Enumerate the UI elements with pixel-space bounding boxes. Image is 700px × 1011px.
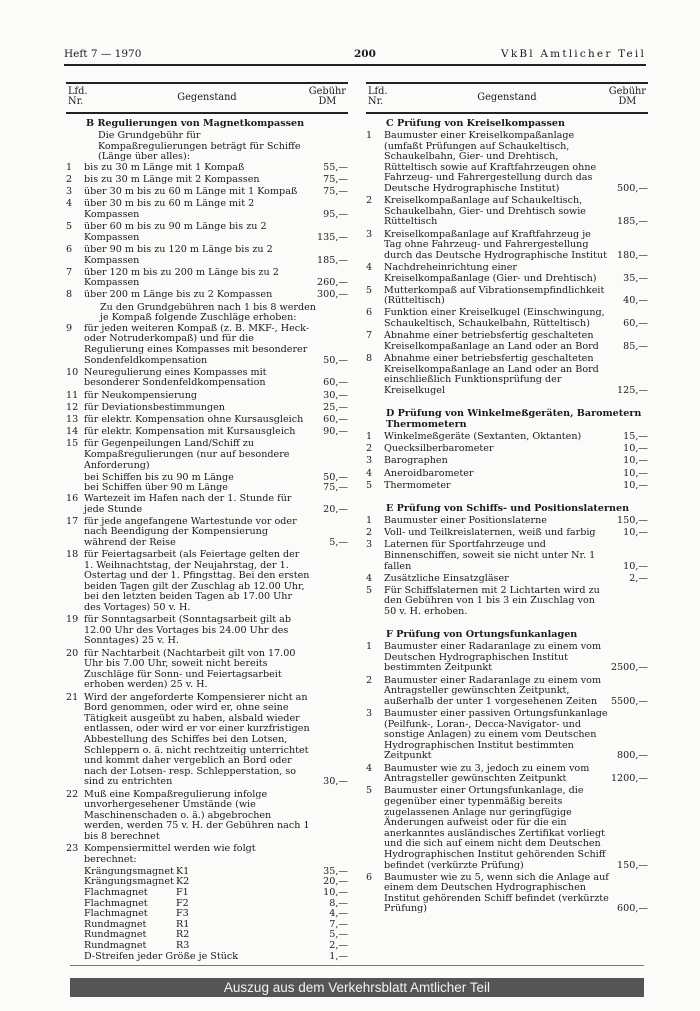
- item-description: Mutterkompaß auf Vibrationsempfindlichkeit (Rütteltisch): [384, 284, 605, 307]
- items-surcharges: [66, 324, 348, 471]
- sub-description: bei Schiffen über 90 m Länge: [84, 482, 228, 494]
- item-fee: 800,—: [617, 750, 648, 762]
- table-row: [66, 517, 348, 549]
- table-row: [366, 308, 648, 329]
- section-gap: [366, 619, 648, 625]
- item-description: Baumuster einer Kreiselkompaßanlage (umfaßt Prüfungen auf Schaukeltisch, Schaukelbahn, Gier- und Drehtisch, Rütteltisch sowie auf Kraftfahrzeugen ohne Fahrzeug- und Fahrergestellung durch das Deutsche Hydrographische Institut): [384, 130, 597, 194]
- compensation-item-name: D-Streifen jeder Größe je Stück: [84, 950, 239, 962]
- item-description: Wird der angeforderte Kompensierer nicht an Bord genommen, oder wird er, ohne seine Tätigkeit ausgeübt zu haben, alsbald wieder entlassen, oder wird er vor einer kurzfristigen Abbestellung des Schiffes bei den Lotsen, Schleppern o. ä. nicht rechtzeitig unterrichtet und kommt daher vergeblich an Bord oder nach der Lotsen- resp. Schlepperstation, so sind zu entrichten: [84, 691, 310, 788]
- item-fee: 1200,—: [610, 773, 648, 785]
- table-row: [366, 263, 648, 284]
- item-description: über 90 m bis zu 120 m Länge bis zu 2 Kompassen: [84, 243, 273, 266]
- item-fee: 150,—: [617, 859, 648, 871]
- table-row: [66, 550, 348, 614]
- item-number: 5: [366, 785, 373, 797]
- compensation-item-name: Krängungsmagnet: [84, 876, 174, 888]
- column-header-nr: Lfd. Nr.: [368, 86, 388, 107]
- table-row: [66, 427, 348, 438]
- item-number: 17: [66, 515, 79, 527]
- table-row: [66, 844, 348, 865]
- item-description: bis zu 30 m Länge mit 1 Kompaß: [84, 161, 245, 173]
- item-number: 8: [66, 289, 73, 301]
- section-title: E Prüfung von Schiffs- und Positionslaternen: [386, 502, 630, 514]
- compensation-item-name: Flachmagnet: [84, 887, 148, 899]
- item-number: 3: [366, 228, 373, 240]
- table-row: [66, 175, 348, 186]
- item-description: Kreiselkompaßanlage auf Kraftfahrzeug je Tag ohne Fahrzeug- und Fahrergestellung durch das Deutsche Hydrographische Institut: [384, 228, 607, 261]
- compensation-item-name: Rundmagnet: [84, 940, 147, 951]
- item-number: 8: [366, 353, 373, 365]
- table-row: [366, 873, 648, 915]
- section-title: D Prüfung von Winkelmeßgeräten, Barometern Thermometern: [386, 408, 642, 430]
- item-description: Baumuster einer Radaranlage zu einem vom Deutschen Hydrographischen Institut bestimmten Zeitpunkt: [384, 641, 602, 674]
- item-number: 4: [366, 762, 373, 774]
- item-description: über 200 m Länge bis zu 2 Kompassen: [84, 289, 273, 301]
- column-header-subject: Gegenstand: [477, 92, 537, 103]
- item-fee: 10,—: [623, 455, 648, 467]
- item-description: Funktion einer Kreiselkugel (Einschwingung, Schaukeltisch, Schaukelbahn, Rütteltisch): [384, 307, 605, 330]
- item-description: über 30 m bis zu 60 m Länge mit 2 Kompassen: [84, 198, 255, 220]
- item-fee: 60,—: [323, 377, 348, 389]
- item23-subitems: [66, 867, 348, 962]
- item-number: 6: [66, 243, 73, 255]
- items-base-fees: [66, 163, 348, 301]
- item-description: Baumuster einer Positionslaterne: [384, 514, 547, 526]
- item-fee: 15,—: [623, 431, 648, 442]
- item-fee: 10,—: [623, 479, 648, 491]
- page-header: [64, 46, 646, 66]
- item-number: 5: [66, 221, 73, 233]
- item-description: Abnahme einer betriebsfertig geschalteten Kreiselkompaßanlage an Land oder an Bord: [384, 330, 599, 352]
- item-fee: 20,—: [323, 503, 348, 515]
- compensation-item-code: F1: [176, 887, 189, 899]
- fee-table-right: [366, 82, 648, 917]
- sub-fee: 75,—: [323, 482, 348, 494]
- item-fee: 500,—: [617, 182, 648, 194]
- item-fee: 150,—: [617, 514, 648, 526]
- item-number: 2: [366, 195, 373, 207]
- item-number: 1: [366, 431, 373, 442]
- section-intro: Die Grundgebühr für Kompaßregulierungen beträgt für Schiffe (Länge über alles):: [98, 130, 301, 163]
- item-fee: 10,—: [623, 443, 648, 455]
- item-number: 7: [66, 266, 73, 278]
- sub-fee: 4,—: [329, 908, 348, 920]
- compensation-item-code: F2: [176, 897, 189, 909]
- item-fee: 55,—: [323, 161, 348, 173]
- item-description: bis zu 30 m Länge mit 2 Kompassen: [84, 173, 260, 185]
- item-description: für jeden weiteren Kompaß (z. B. MKF-, Heck- oder Notruderkompaß) und für die Regulierung eines Kompasses mit besonderer Sondenfeldkompensation: [84, 322, 310, 366]
- table-row: [366, 786, 648, 871]
- table-row: [66, 245, 348, 266]
- sub-fee: 8,—: [329, 897, 348, 909]
- sub-fee: 35,—: [323, 865, 348, 877]
- item-description: Kompensiermittel werden wie folgt berechnet:: [84, 843, 256, 865]
- item-fee: 135,—: [317, 231, 348, 243]
- sub-fee: 10,—: [323, 887, 348, 899]
- item-description: Baumuster einer passiven Ortungsfunkanlage (Peilfunk-, Loran-, Decca-Navigator- und sonstige Anlagen) zu einem vom Deutschen Hydrographischen Institut bestimmten Zeitpunkt: [384, 708, 608, 762]
- item-fee: 5,—: [329, 536, 348, 548]
- table-row: [366, 456, 648, 467]
- item-description: für Nachtarbeit (Nachtarbeit gilt von 17.00 Uhr bis 7.00 Uhr, soweit nicht bereits Zuschläge für Sonn- und Feiertagsarbeit erhoben werden) 25 v. H.: [84, 647, 296, 691]
- item-fee: 2500,—: [610, 662, 648, 674]
- publication-title: VkBl Amtlicher Teil: [501, 48, 646, 60]
- footer-banner: Auszug aus dem Verkehrsblatt Amtlicher Teil: [70, 978, 644, 997]
- section-title-b: B Regulierungen von Magnetkompassen: [86, 118, 305, 129]
- item-number: 12: [66, 401, 79, 413]
- item-number: 20: [66, 647, 79, 659]
- compensation-item-name: Flachmagnet: [84, 908, 148, 920]
- item-number: 5: [366, 479, 373, 491]
- item-description: für Deviationsbestimmungen: [84, 401, 225, 413]
- table-row: [366, 331, 648, 352]
- item-number: 1: [66, 161, 73, 173]
- item-number: 10: [66, 366, 79, 378]
- right-sections: [366, 118, 648, 915]
- item-number: 2: [366, 443, 373, 455]
- table-row: [366, 230, 648, 262]
- item-number: 1: [366, 130, 373, 141]
- table-row: [66, 391, 348, 402]
- item-description: über 120 m bis zu 200 m Länge bis zu 2 Kompassen: [84, 266, 279, 289]
- item-number: 22: [66, 788, 79, 800]
- table-row: [66, 268, 348, 289]
- table-row: [66, 199, 348, 220]
- item-fee: 75,—: [323, 173, 348, 185]
- item-number: 5: [366, 284, 373, 296]
- compensation-item-code: K2: [176, 876, 190, 888]
- section-gap: [366, 493, 648, 499]
- compensation-item-code: R2: [176, 929, 190, 941]
- item-number: 2: [366, 527, 373, 539]
- item-number: 3: [66, 186, 73, 198]
- item-fee: 300,—: [317, 289, 348, 301]
- table-row: [366, 354, 648, 396]
- item-number: 3: [366, 539, 373, 551]
- sub-description: bei Schiffen bis zu 90 m Länge: [84, 471, 234, 483]
- item-description: Neuregulierung eines Kompasses mit besonderer Sondenfeldkompensation: [84, 366, 267, 389]
- table-row: [366, 286, 648, 307]
- table-row: [366, 131, 648, 195]
- item-description: für Gegenpeilungen Land/Schiff zu Kompaßregulierungen (nur auf besondere Anforderung): [84, 438, 290, 471]
- table-row: [66, 187, 348, 198]
- item-description: Quecksilberbarometer: [384, 443, 494, 455]
- section-title: F Prüfung von Ortungsfunkanlagen: [386, 629, 578, 641]
- compensation-item-code: R3: [176, 940, 190, 951]
- item-number: 1: [366, 641, 373, 653]
- item-description: über 60 m bis zu 90 m Länge bis zu 2 Kompassen: [84, 221, 267, 243]
- sub-fee: 1,—: [329, 950, 348, 962]
- table-row: [66, 494, 348, 515]
- column-header-subject: Gegenstand: [177, 92, 237, 103]
- item-fee: 30,—: [323, 389, 348, 401]
- sub-fee: 20,—: [323, 876, 348, 888]
- item-description: Kreiselkompaßanlage auf Schaukeltisch, Schaukelbahn, Gier- und Drehtisch sowie Rütteltisch: [384, 195, 586, 228]
- item-number: 2: [66, 173, 73, 185]
- table-row: [366, 196, 648, 228]
- table-row: [66, 324, 348, 366]
- table-row: [66, 222, 348, 243]
- table-row: [366, 528, 648, 539]
- item-description: Baumuster wie zu 3, jedoch zu einem vom Antragsteller gewünschten Zeitpunkt: [384, 762, 590, 785]
- item-number: 14: [66, 426, 79, 438]
- item-fee: 90,—: [323, 426, 348, 438]
- item-number: 5: [366, 584, 373, 596]
- item-number: 11: [66, 389, 79, 401]
- item-fee: 35,—: [623, 272, 648, 284]
- item-number: 4: [366, 572, 373, 584]
- item15-subitems: [66, 473, 348, 494]
- section-items: [366, 131, 648, 396]
- table-header: [366, 82, 648, 114]
- item-fee: 125,—: [617, 384, 648, 396]
- page-number: 200: [354, 48, 376, 60]
- sub-row: [84, 952, 348, 963]
- table-row: [366, 516, 648, 527]
- item-description: Zusätzliche Einsatzgläser: [384, 572, 509, 584]
- sub-fee: 7,—: [329, 918, 348, 930]
- item-number: 18: [66, 549, 79, 561]
- table-row: [66, 693, 348, 788]
- item-description: Baumuster wie zu 5, wenn sich die Anlage auf einem dem Deutschen Hydrographischen Institut gehörenden Schiff befindet (verkürzte Prüfung): [384, 871, 609, 915]
- item-fee: 5500,—: [610, 695, 648, 707]
- item-description: Winkelmeßgeräte (Sextanten, Oktanten): [384, 431, 582, 442]
- item-description: Abnahme einer betriebsfertig geschalteten Kreiselkompaßanlage an Land oder an Bord einschließlich Funktionsprüfung der Kreiselkugel: [384, 353, 599, 396]
- section-gap: [366, 398, 648, 404]
- item-fee: 60,—: [623, 318, 648, 330]
- table-header: [66, 82, 348, 114]
- table-row: [366, 574, 648, 585]
- item-fee: 2,—: [629, 572, 648, 584]
- item-number: 4: [66, 198, 73, 210]
- item-number: 3: [366, 708, 373, 719]
- item-fee: 260,—: [317, 277, 348, 289]
- item-number: 7: [366, 330, 373, 342]
- table-row: [366, 432, 648, 443]
- sub-fee: 5,—: [329, 929, 348, 941]
- item-description: Laternen für Sportfahrzeuge und Binnenschiffen, soweit sie nicht unter Nr. 1 fallen: [384, 539, 596, 572]
- sub-fee: 2,—: [329, 940, 348, 951]
- item-number: 15: [66, 438, 79, 450]
- section-items: [366, 516, 648, 618]
- compensation-item-name: Rundmagnet: [84, 929, 147, 941]
- item-number: 1: [366, 514, 373, 526]
- table-row: [366, 469, 648, 480]
- item-description: Wartezeit im Hafen nach der 1. Stunde für jede Stunde: [84, 492, 292, 515]
- column-header-fee: Gebühr DM: [308, 86, 346, 107]
- item-description: Barographen: [384, 455, 448, 467]
- item-description: für elektr. Kompensation mit Kursausgleich: [84, 426, 296, 438]
- item-description: Aneroidbarometer: [384, 467, 474, 479]
- fee-table-left: [66, 82, 348, 962]
- table-row: [66, 439, 348, 471]
- item-description: für Neukompensierung: [84, 389, 198, 401]
- section-items: [366, 642, 648, 915]
- item-number: 19: [66, 614, 79, 626]
- compensation-item-name: Krängungsmagnet: [84, 865, 174, 877]
- item-fee: 60,—: [323, 413, 348, 425]
- item-description: Muß eine Kompaßregulierung infolge unvorhergesehener Umstände (wie Maschinenschaden o. ä.) abgebrochen werden, werden 75 v. H. der Gebühren nach 1 bis 8 berechnet: [84, 788, 310, 842]
- compensation-item-name: Rundmagnet: [84, 918, 147, 930]
- table-row: [366, 586, 648, 618]
- table-row: [66, 368, 348, 389]
- table-row: [66, 649, 348, 691]
- item-fee: 185,—: [317, 254, 348, 266]
- table-row: [66, 403, 348, 414]
- item-fee: 30,—: [323, 776, 348, 788]
- items-additional: [66, 494, 348, 865]
- compensation-item-name: Flachmagnet: [84, 897, 148, 909]
- table-row: [66, 790, 348, 843]
- item-number: 21: [66, 691, 79, 703]
- item-description: Thermometer: [384, 479, 451, 491]
- table-row: [366, 444, 648, 455]
- table-row: [366, 642, 648, 674]
- sub-fee: 50,—: [323, 471, 348, 483]
- column-header-fee: Gebühr DM: [608, 86, 646, 107]
- table-row: [66, 163, 348, 174]
- item-number: 13: [66, 413, 79, 425]
- item-number: 6: [366, 871, 373, 883]
- section-title: C Prüfung von Kreiselkompassen: [386, 118, 565, 129]
- item-fee: 10,—: [623, 467, 648, 479]
- compensation-item-code: K1: [176, 865, 190, 877]
- item-description: Nachdreheinrichtung einer Kreiselkompaßanlage (Gier- und Drehtisch): [384, 261, 597, 284]
- item-number: 4: [366, 467, 373, 479]
- item-fee: 95,—: [323, 208, 348, 220]
- table-row: [366, 764, 648, 785]
- compensation-item-code: R1: [176, 918, 190, 930]
- item-number: 23: [66, 843, 79, 855]
- item-description: Baumuster einer Radaranlage zu einem vom Antragsteller gewünschten Zeitpunkt, außerhalb der unter 1 vorgesehenen Zeiten: [384, 674, 602, 707]
- item-description: für jede angefangene Wartestunde vor oder nach Beendigung der Kompensierung während der Reise: [84, 515, 297, 548]
- section-items: [366, 432, 648, 491]
- item-fee: 180,—: [617, 249, 648, 261]
- table-row: [66, 290, 348, 301]
- item-description: für Feiertagsarbeit (als Feiertage gelten der 1. Weihnachtstag, der Neujahrstag, der 1. Ostertag und der 1. Pfingsttag. Bei den ersten beiden Tagen gilt der Zuschlag ab 12.00 Uhr, bei den letzten beiden Tagen ab 17.00 Uhr des Vortages) 50 v. H.: [84, 549, 310, 614]
- item-fee: 10,—: [623, 527, 648, 539]
- item-number: 2: [366, 674, 373, 686]
- item-number: 6: [366, 307, 373, 319]
- item-number: 4: [366, 261, 373, 273]
- table-row: [366, 676, 648, 708]
- item-fee: 10,—: [623, 560, 648, 572]
- item-fee: 25,—: [323, 401, 348, 413]
- item-fee: 75,—: [323, 186, 348, 198]
- item-number: 3: [366, 455, 373, 467]
- item-number: 16: [66, 492, 79, 504]
- table-row: [366, 540, 648, 572]
- item-fee: 40,—: [623, 295, 648, 307]
- issue-label: Heft 7 — 1970: [64, 48, 142, 60]
- item-description: über 30 m bis zu 60 m Länge mit 1 Kompaß: [84, 186, 298, 198]
- item-description: Voll- und Teilkreislaternen, weiß und farbig: [384, 527, 596, 539]
- item-fee: 50,—: [323, 354, 348, 366]
- item-fee: 185,—: [617, 216, 648, 228]
- column-header-nr: Lfd. Nr.: [68, 86, 88, 107]
- item-description: für Sonntagsarbeit (Sonntagsarbeit gilt ab 12.00 Uhr des Vortages bis 24.00 Uhr des Sonntages) 25 v. H.: [84, 614, 292, 647]
- item-fee: 85,—: [623, 340, 648, 352]
- item-description: für elektr. Kompensation ohne Kursausgleich: [84, 413, 304, 425]
- section-intro-surcharges: Zu den Grundgebühren nach 1 bis 8 werden je Kompaß folgende Zuschläge erhoben:: [100, 301, 316, 324]
- table-row: [366, 481, 648, 492]
- item-description: Baumuster einer Ortungsfunkanlage, die gegenüber einer typenmäßig bereits zugelassenen Anlage nur geringfügige Änderungen aufweist oder für die ein anerkanntes ausländisches Zertifikat vorliegt und die sich auf einem nicht dem Deutschen Hydrographischen Institut gehörenden Schiff befindet (verkürzte Prüfung): [384, 785, 606, 871]
- table-row: [66, 415, 348, 426]
- compensation-item-code: F3: [176, 908, 189, 920]
- table-row: [66, 615, 348, 647]
- item-number: 9: [66, 322, 73, 334]
- item-fee: 600,—: [617, 903, 648, 915]
- footer-divider: [70, 965, 644, 966]
- item-description: Für Schiffslaternen mit 2 Lichtarten wird zu den Gebühren von 1 bis 3 ein Zuschlag von 50 v. H. erhoben.: [384, 584, 600, 618]
- table-row: [366, 709, 648, 762]
